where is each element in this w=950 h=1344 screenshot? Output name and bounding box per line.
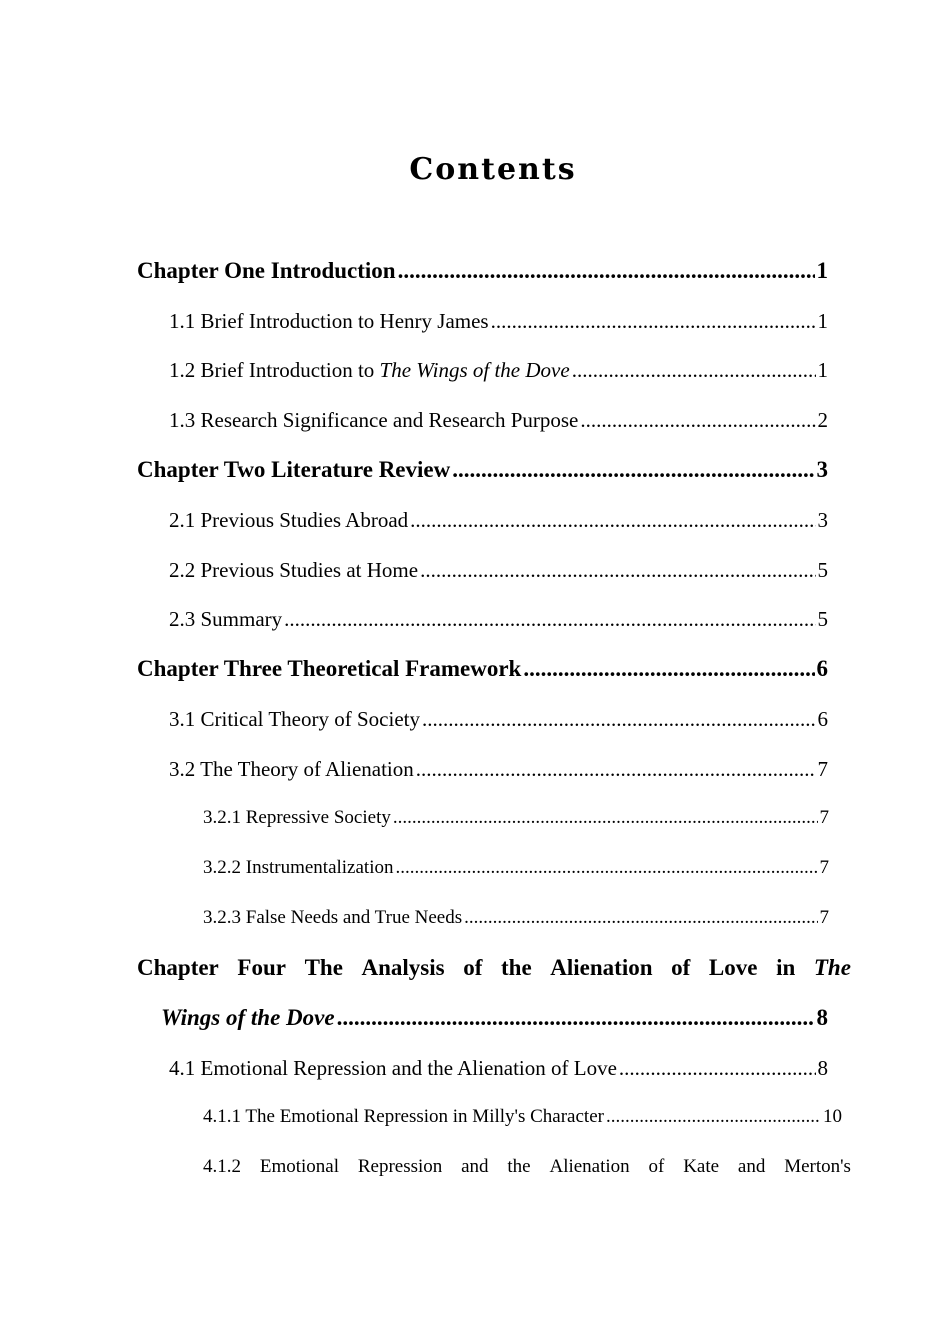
toc-section-4-1-page: 8: [817, 1056, 828, 1080]
toc-section-2-2[interactable]: [169, 558, 828, 583]
toc-subsection-4-1-2-word: and: [737, 1156, 766, 1177]
toc-chapter-4-page: 8: [816, 1005, 828, 1030]
dot-leader: [337, 1005, 815, 1031]
toc-subsection-3-2-3[interactable]: [203, 907, 829, 929]
toc-subsection-4-1-1-label: 4.1.1 The Emotional Repression in Milly's Character: [203, 1106, 604, 1127]
toc-chapter-4-line-2[interactable]: [161, 1005, 828, 1031]
toc-subsection-4-1-1-page: 10: [823, 1106, 842, 1127]
dot-leader: [464, 907, 817, 929]
toc-section-1-3-page: 2: [817, 408, 828, 432]
toc-section-2-2-label: 2.2 Previous Studies at Home: [169, 558, 419, 582]
toc-chapter-4-word: Four: [237, 955, 286, 980]
toc-subsection-4-1-2-word: Repression: [357, 1156, 443, 1177]
toc-section-1-2-label-title: The Wings of the Dove: [379, 358, 570, 382]
toc-chapter-1-page: 1: [816, 258, 828, 283]
toc-chapter-4-word: Alienation: [550, 955, 653, 980]
toc-chapter-4-word: of: [671, 955, 691, 980]
toc-subsection-3-2-1[interactable]: [203, 807, 829, 829]
toc-subsection-3-2-3-label: 3.2.3 False Needs and True Needs: [203, 907, 463, 928]
toc-chapter-1-label: Chapter One Introduction: [137, 258, 396, 283]
toc-chapter-4-word: the: [501, 955, 532, 980]
toc-section-3-1-label: 3.1 Critical Theory of Society: [169, 707, 420, 731]
toc-section-1-3[interactable]: [169, 408, 828, 433]
toc-subsection-4-1-1[interactable]: [203, 1106, 842, 1128]
dot-leader: [422, 707, 816, 732]
dot-leader: [393, 807, 818, 829]
toc-subsection-4-1-2-word: Kate: [683, 1156, 720, 1177]
toc-section-2-3[interactable]: [169, 607, 828, 632]
toc-section-2-3-label: 2.3 Summary: [169, 607, 283, 631]
toc-section-4-1-label: 4.1 Emotional Repression and the Alienation of Love: [169, 1056, 617, 1080]
dot-leader: [410, 508, 815, 533]
toc-subsection-4-1-2-word: Emotional: [259, 1156, 339, 1177]
toc-section-1-1-page: 1: [817, 309, 828, 333]
dot-leader: [523, 656, 814, 682]
toc-section-2-3-page: 5: [817, 607, 828, 631]
toc-section-1-2-page: 1: [817, 358, 828, 382]
toc-section-1-3-label: 1.3 Research Significance and Research Purpose: [169, 408, 579, 432]
dot-leader: [398, 258, 815, 284]
toc-chapter-4-word: Love: [708, 955, 758, 980]
toc-section-3-1-page: 6: [817, 707, 828, 731]
dot-leader: [395, 857, 817, 879]
toc-section-1-2[interactable]: [169, 358, 828, 383]
toc-subsection-4-1-2-word: the: [507, 1156, 531, 1177]
toc-chapter-3[interactable]: [137, 656, 828, 682]
page-title: Contents: [409, 152, 577, 187]
dot-leader: [606, 1106, 821, 1128]
toc-subsection-4-1-2-word: and: [461, 1156, 489, 1177]
toc-chapter-3-page: 6: [816, 656, 828, 681]
dot-leader: [416, 757, 816, 782]
toc-subsection-4-1-2-word: Merton's: [784, 1156, 851, 1177]
toc-subsection-3-2-2[interactable]: [203, 857, 829, 879]
toc-subsection-3-2-3-page: 7: [819, 907, 829, 928]
toc-section-2-2-page: 5: [817, 558, 828, 582]
toc-subsection-3-2-1-page: 7: [819, 807, 829, 828]
toc-subsection-4-1-2-word: of: [648, 1156, 665, 1177]
toc-section-2-1[interactable]: [169, 508, 828, 533]
toc-chapter-2[interactable]: [137, 457, 828, 483]
toc-section-4-1[interactable]: [169, 1056, 828, 1081]
toc-subsection-4-1-2-word: 4.1.2: [203, 1156, 241, 1177]
dot-leader: [452, 457, 814, 483]
toc-chapter-2-label: Chapter Two Literature Review: [137, 457, 451, 482]
dot-leader: [619, 1056, 816, 1081]
toc-subsection-3-2-2-label: 3.2.2 Instrumentalization: [203, 857, 394, 878]
toc-subsection-3-2-2-page: 7: [819, 857, 829, 878]
toc-chapter-2-page: 3: [816, 457, 828, 482]
toc-chapter-4-word: in: [776, 955, 796, 980]
toc-section-3-2[interactable]: [169, 757, 828, 782]
toc-section-1-2-label-prefix: 1.2 Brief Introduction to: [169, 358, 380, 382]
dot-leader: [491, 309, 816, 334]
toc-chapter-4-word: Chapter: [137, 955, 219, 980]
toc-chapter-4-word: The: [304, 955, 343, 980]
toc-chapter-4-word: Analysis: [361, 955, 445, 980]
dot-leader: [420, 558, 815, 583]
dot-leader: [580, 408, 815, 433]
dot-leader: [572, 358, 816, 383]
toc-subsection-4-1-2[interactable]: [203, 1156, 851, 1178]
toc-section-2-1-label: 2.1 Previous Studies Abroad: [169, 508, 409, 532]
toc-section-1-2-label: [169, 358, 570, 383]
toc-subsection-4-1-2-word: Alienation: [549, 1156, 630, 1177]
toc-section-3-2-label: 3.2 The Theory of Alienation: [169, 757, 414, 781]
toc-section-1-1-label: 1.1 Brief Introduction to Henry James: [169, 309, 489, 333]
toc-chapter-4-line-1[interactable]: [137, 955, 851, 981]
toc-chapter-4-word: of: [463, 955, 483, 980]
toc-section-2-1-page: 3: [817, 508, 828, 532]
toc-section-3-2-page: 7: [817, 757, 828, 781]
toc-section-1-1[interactable]: [169, 309, 828, 334]
toc-subsection-3-2-1-label: 3.2.1 Repressive Society: [203, 807, 391, 828]
toc-chapter-4-title-italic: Wings of the Dove: [161, 1005, 335, 1030]
dot-leader: [284, 607, 815, 632]
toc-section-3-1[interactable]: [169, 707, 828, 732]
toc-chapter-3-label: Chapter Three Theoretical Framework: [137, 656, 522, 681]
toc-chapter-1[interactable]: [137, 258, 828, 284]
toc-chapter-4-word-italic: The: [813, 955, 851, 980]
